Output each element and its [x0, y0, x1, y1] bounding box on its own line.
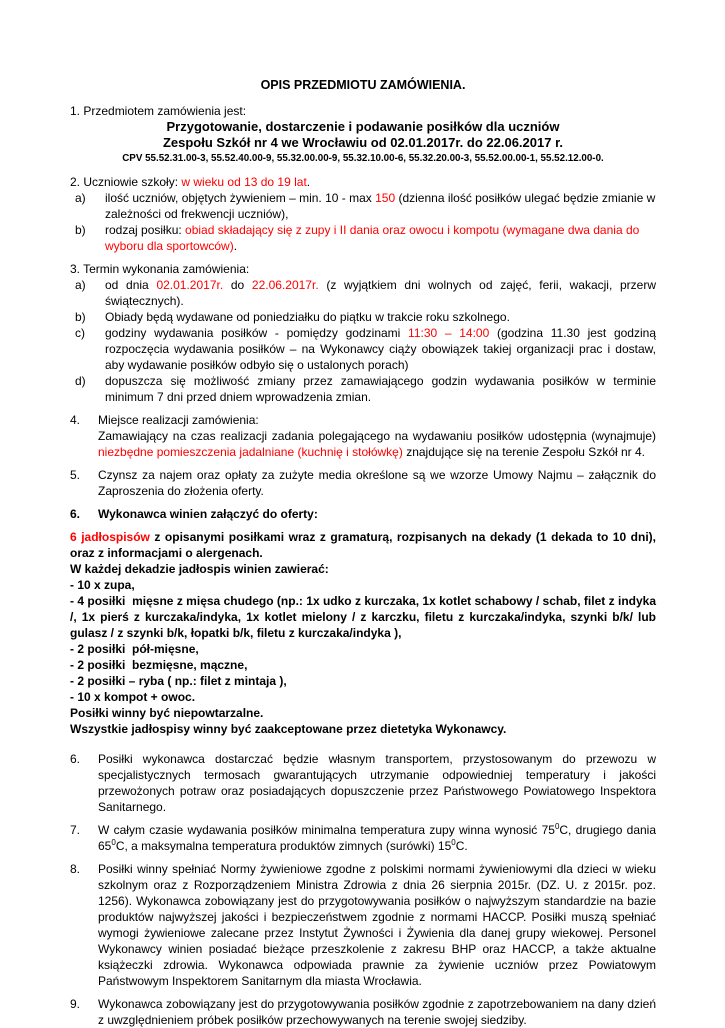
text-run: Miejsce realizacji zamówienia: — [98, 413, 259, 427]
section-3-heading — [70, 261, 656, 277]
list-marker: 9. — [70, 997, 81, 1011]
text-run: 3. Termin wykonania zamówienia: — [70, 262, 250, 276]
paragraph-gap — [70, 254, 656, 261]
list-marker: 4. — [70, 413, 81, 427]
paragraph-gap — [70, 737, 656, 751]
text-run: znajdujące się na terenie Zespołu Szkół nr 4. — [402, 445, 645, 459]
text-run: (dzienna ilość posiłków ulegać będzie zmianie w zależności od frekwencji uczniów), — [105, 191, 656, 221]
text-run: C, a maksymalna temperatura produktów zimnych (surówki) 15 — [115, 839, 452, 853]
text-run: - 4 posiłki mięsne z mięsa chudego (np.: 1x udko z kurczaka, 1x kotlet schabowy / schab, filet z indyka /, 1x pierś z kurczaka/indyka, 1x kotlet mielony / z karczku, filetu z kurczaka/indyka, szynki b/k/ lub gulasz / z szynki b/k, łopatki b/k, filetu z kurczaka/indyka ), — [70, 594, 656, 640]
menu-line-compote — [70, 689, 656, 705]
list-marker: 6. — [70, 752, 81, 766]
list-marker: 8. — [70, 862, 81, 876]
menu-intro — [70, 529, 656, 561]
text-run: - 2 posiłki bezmięsne, mączne, — [70, 658, 248, 672]
text-run: . — [306, 175, 311, 189]
text-run: W całym czasie wydawania posiłków minimalna temperatura zupy winna wynosić 75 — [98, 823, 555, 837]
paragraph-gap — [70, 405, 656, 412]
highlighted-red-text: 22.06.2017r. — [251, 278, 319, 292]
text-run: 0 — [111, 838, 116, 847]
menu-rule-header — [70, 561, 656, 577]
menu-note-unique — [70, 705, 656, 721]
text-run: Wykonawca zobowiązany jest do przygotowywania posiłków zgodnie z zapotrzebowaniem na dany dzień z uwzględnieniem próbek posiłków przechowywanych na terenie swojej siedziby. — [98, 997, 656, 1027]
list-marker: 5. — [70, 468, 81, 482]
list-marker: c) — [75, 326, 85, 340]
text-run: W każdej dekadzie jadłospis winien zawierać: — [70, 562, 329, 576]
menu-line-meat — [70, 593, 656, 641]
item-3d — [70, 373, 656, 405]
list-marker: b) — [75, 310, 86, 324]
paragraph-gap — [70, 815, 656, 822]
paragraph-gap — [70, 460, 656, 467]
highlighted-red-text: 150 — [375, 191, 396, 205]
item-2b — [70, 222, 656, 254]
item-2a — [70, 190, 656, 222]
text-run: - 10 x kompot + owoc. — [70, 690, 196, 704]
text-run: dopuszcza się możliwość zmiany przez zamawiającego godzin wydawania posiłków w terminie minimum 7 dni przed dniem wprowadzenia zmian. — [105, 374, 656, 404]
item-3b — [70, 309, 656, 325]
list-marker: 7. — [70, 823, 81, 837]
paragraph-gap — [70, 167, 656, 174]
item-9-samples — [70, 996, 656, 1028]
highlighted-red-text: obiad składający się z zupy i II dania oraz owocu i kompotu (wymagane dwa dania do wyboru dla sportowców) — [105, 223, 640, 253]
text-run: Zamawiający na czas realizacji zadania polegającego na wydawaniu posiłków udostępnia (wynajmuje) — [98, 429, 656, 443]
cpv-codes — [70, 151, 656, 167]
text-run: Czynsz za najem oraz opłaty za zużyte media określone są we wzorze Umowy Najmu – załącznik do Zaproszenia do złożenia oferty. — [98, 468, 656, 498]
section-1-heading — [70, 103, 656, 119]
paragraph-gap — [70, 989, 656, 996]
item-4-body — [70, 428, 656, 460]
highlighted-red-text: w wieku od 13 do 19 lat — [181, 175, 307, 189]
list-marker: b) — [75, 223, 86, 237]
text-run: 1. Przedmiotem zamówienia jest: — [70, 104, 247, 118]
item-4-heading — [70, 412, 656, 428]
item-5 — [70, 467, 656, 499]
text-run: CPV 55.52.31.00-3, 55.52.40.00-9, 55.32.00.00-9, 55.32.10.00-6, 55.32.20.00-3, 55.52.00.00-1, 55.52.12.00-0. — [122, 153, 604, 164]
highlighted-red-text: 11:30 – 14:00 — [408, 326, 490, 340]
text-run: Wszystkie jadłospisy winny być zaakceptowane przez dietetyka Wykonawcy. — [70, 722, 507, 736]
text-run: (godzina 11.30 jest godziną rozpoczęcia wydawania posiłków – na Wykonawcy ciąży obowiązek takiej organizacji prac i dostaw, aby wydawanie posiłków odbyło się o ustalonych porach) — [105, 326, 656, 372]
highlighted-red-text: niezbędne pomieszczenia jadalniane (kuchnię i stołówkę) — [98, 445, 403, 459]
text-run: od dnia — [105, 278, 157, 292]
text-run: z opisanymi posiłkami wraz z gramaturą, rozpisanych na dekady (1 dekada to 10 dni), oraz z informacjami o alergenach. — [70, 530, 656, 560]
text-run: (z wyjątkiem dni wolnych od zajęć, ferii, wakacji, przerw świątecznych). — [105, 278, 657, 308]
paragraph-gap — [70, 93, 656, 103]
item-8-norms — [70, 861, 656, 989]
text-run: Posiłki wykonawca dostarczać będzie własnym transportem, przystosowanym do przewozu w specjalistycznych termosach gwarantujących utrzymanie odpowiedniej temperatury i jakości przewożonych potraw oraz posiadających dopuszczenie przez Państwowego Powiatowego Inspektora Sanitarnego. — [98, 752, 656, 814]
paragraph-gap — [70, 854, 656, 861]
menu-line-halfmeat — [70, 641, 656, 657]
item-6-transport — [70, 751, 656, 815]
menu-line-fish — [70, 673, 656, 689]
list-marker: 6. — [70, 507, 81, 521]
text-run: - 2 posiłki – ryba ( np.: filet z mintaja ), — [70, 674, 287, 688]
text-run: godziny wydawania posiłków - pomiędzy godzinami — [105, 326, 409, 340]
section-2-heading — [70, 174, 656, 190]
subtitle-line-1 — [70, 119, 656, 135]
text-run: C, drugiego dania 65 — [98, 823, 657, 853]
highlighted-red-text: 02.01.2017r. — [156, 278, 224, 292]
text-run: Posiłki winny spełniać Normy żywieniowe zgodne z polskimi normami żywieniowymi dla dzieci w wieku szkolnym oraz z Rozporządzeniem Ministra Zdrowia z dnia 26 sierpnia 2015r. (DZ. U. z 2015r. poz. 1256). Wykonawca zobowiązany jest do przygotowywania posiłków o najwyższym standardzie na bazie produktów najwyższej jakości i bezpieczeństwem zgodnie z normami HACCP. Posiłki muszą spełniać wymogi żywieniowe zalecane przez Instytut Żywności i Żywienia dla danej grupy wiekowej. Personel Wykonawcy winien posiadać bieżące przeszkolenie z zakresu BHP oraz HACCP, a także aktualne książeczki zdrowia. Wykonawca odpowiada prawnie za żywienie uczniów przez Powiatowym Państwowym Inspektorem Sanitarnym dla miasta Wrocławia. — [98, 862, 656, 988]
text-run: - 2 posiłki pół-mięsne, — [70, 642, 199, 656]
text-run: - 10 x zupa, — [70, 578, 135, 592]
text-run: C. — [455, 839, 468, 853]
paragraph-gap — [70, 522, 656, 529]
item-3c — [70, 325, 656, 373]
text-run: Zespołu Szkół nr 4 we Wrocławiu od 02.01.2017r. do 22.06.2017 r. — [162, 135, 564, 150]
text-run: ilość uczniów, objętych żywieniem – min. 10 - max — [105, 191, 376, 205]
text-run: do — [223, 278, 252, 292]
list-marker: a) — [75, 191, 86, 205]
text-run: OPIS PRZEDMIOTU ZAMÓWIENIA. — [260, 78, 466, 92]
menu-note-dietician — [70, 721, 656, 737]
text-run: Obiady będą wydawane od poniedziałku do piątku w trakcie roku szkolnego. — [105, 310, 510, 324]
text-run: Wykonawca winien załączyć do oferty: — [98, 507, 318, 521]
text-run: 2. Uczniowie szkoły: — [70, 175, 182, 189]
item-7-temperature — [70, 822, 656, 854]
text-run: 0 — [451, 838, 456, 847]
text-run: 0 — [554, 822, 560, 831]
highlighted-red-text: 6 jadłospisów — [70, 530, 150, 544]
item-3a — [70, 277, 656, 309]
menu-line-soup — [70, 577, 656, 593]
doc-title — [70, 77, 656, 93]
list-marker: a) — [75, 278, 86, 292]
text-run: Posiłki winny być niepowtarzalne. — [70, 706, 264, 720]
menu-line-meatless — [70, 657, 656, 673]
item-6-requirements — [70, 506, 656, 522]
list-marker: d) — [75, 374, 86, 388]
subtitle-line-2 — [70, 135, 656, 151]
text-run: rodzaj posiłku: — [105, 223, 186, 237]
paragraph-gap — [70, 499, 656, 506]
text-run: Przygotowanie, dostarczenie i podawanie posiłków dla uczniów — [166, 119, 560, 134]
document-body — [70, 77, 656, 1028]
text-run: . — [233, 239, 238, 253]
